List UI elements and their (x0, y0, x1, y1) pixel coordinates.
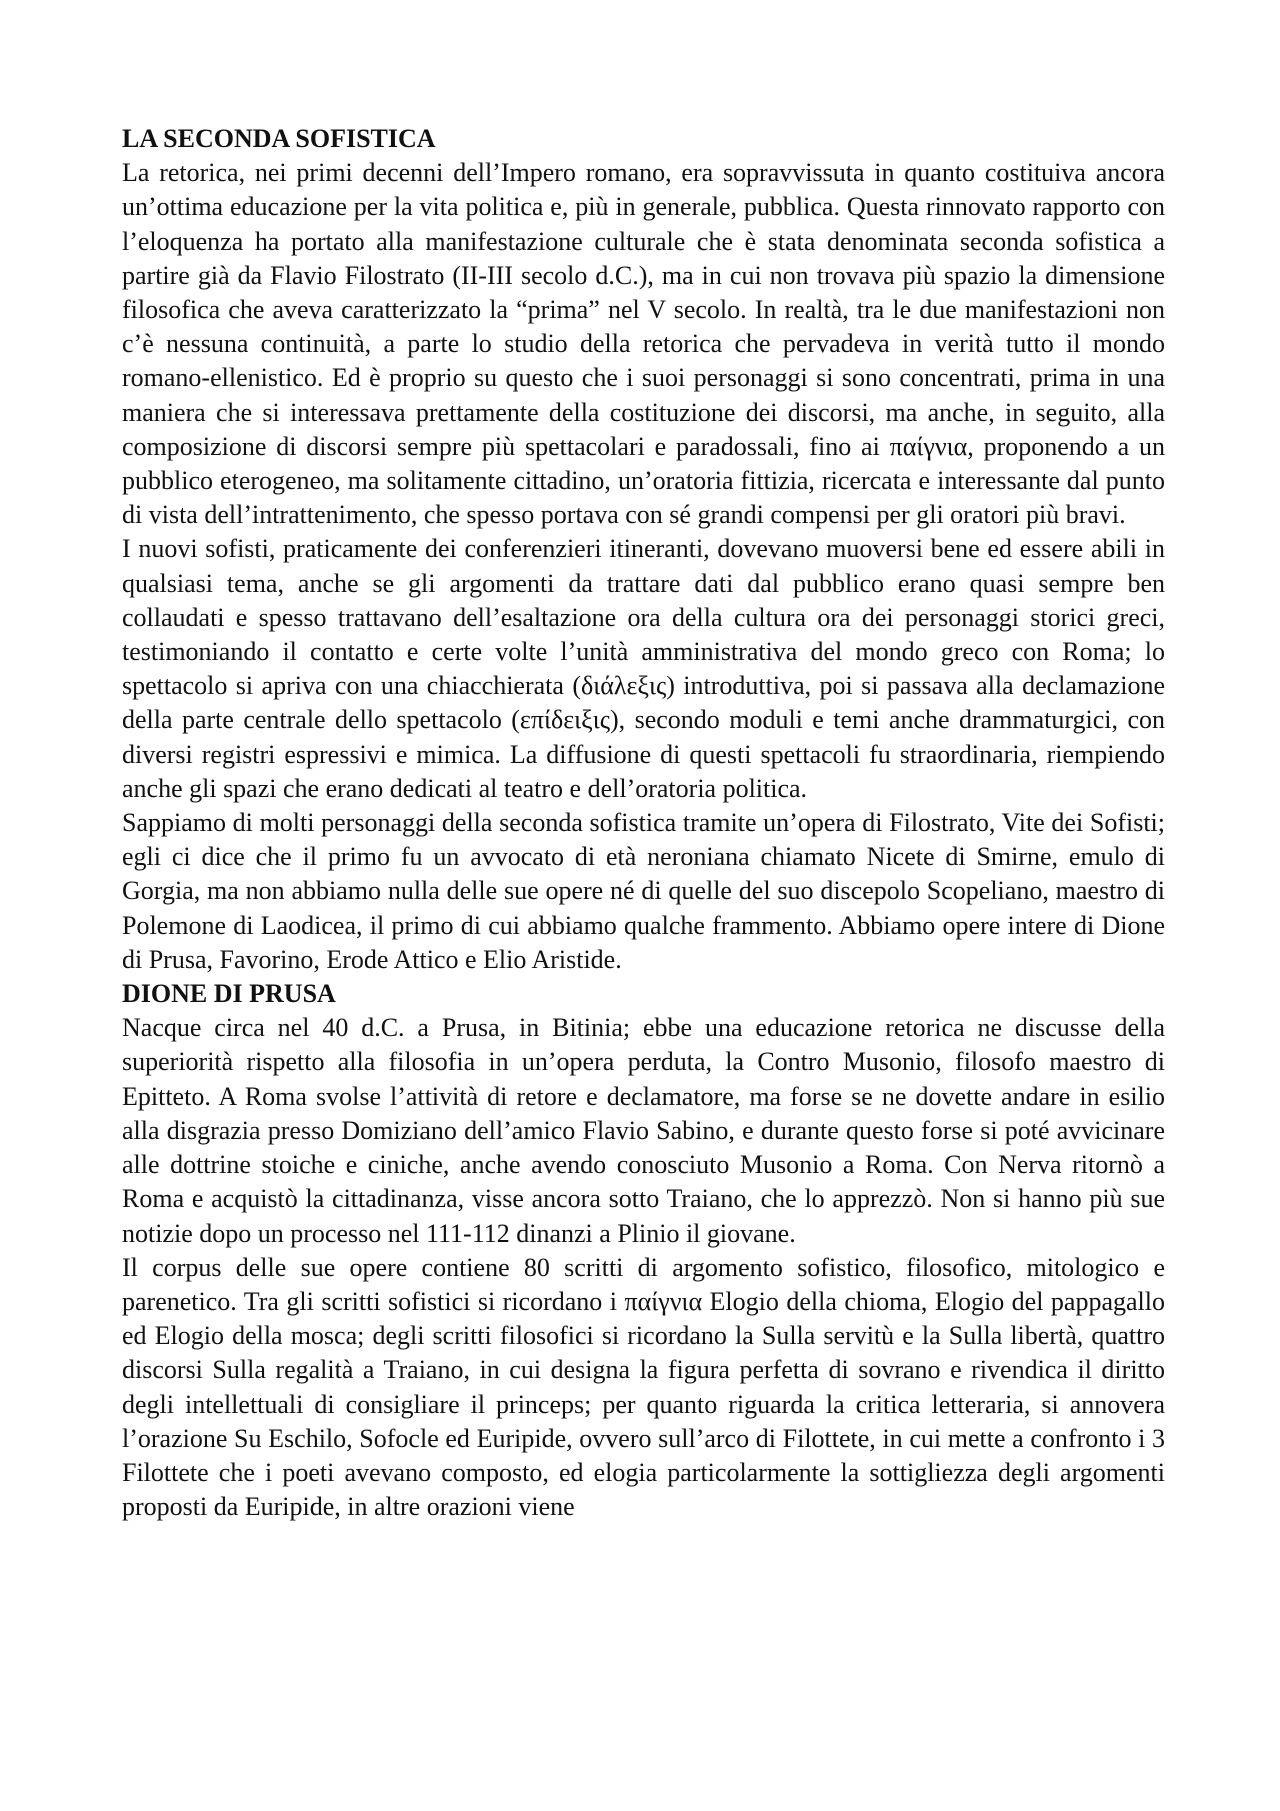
paragraph-retorica: La retorica, nei primi decenni dell’Impero romano, era sopravvissuta in quanto costituiva ancora un’ottima educazione per la vita politica e, più in generale, pubblica. Questa rinnovato rapporto con l’eloquenza ha portato alla manifestazione culturale che è stata denominata seconda sofistica a partire già da Flavio Filostrato (II-III secolo d.C.), ma in cui non trovava più spazio la dimensione filosofica che aveva caratterizzato la “prima” nel V secolo. In realtà, tra le due manifestazioni non c’è nessuna continuità, a parte lo studio della retorica che pervadeva in verità tutto il mondo romano-ellenistico. Ed è proprio su questo che i suoi personaggi si sono concentrati, prima in una maniera che si interessava prettamente della costituzione dei discorsi, ma anche, in seguito, alla composizione di discorsi sempre più spettacolari e paradossali, fino ai παίγνια, proponendo a un pubblico eterogeneo, ma solitamente cittadino, un’oratoria fittizia, ricercata e interessante dal punto di vista dell’intrattenimento, che spesso portava con sé grandi compensi per gli oratori più bravi. (122, 158, 1165, 530)
section-title-seconda-sofistica: LA SECONDA SOFISTICA (122, 124, 436, 153)
document-page (122, 122, 1165, 1524)
section-title-dione-di-prusa: DIONE DI PRUSA (122, 979, 336, 1009)
paragraph-biografia-dione: Nacque circa nel 40 d.C. a Prusa, in Bitinia; ebbe una educazione retorica ne discusse della superiorità rispetto alla filosofia in un’opera perduta, la Contro Musonio, filosofo maestro di Epitteto. A Roma svolse l’attività di retore e declamatore, ma forse se ne dovette andare in esilio alla disgrazia presso Domiziano dell’amico Flavio Sabino, e durante questo forse si poté avvicinare alle dottrine stoiche e ciniche, anche avendo conosciuto Musonio a Roma. Con Nerva ritornò a Roma e acquistò la cittadinanza, visse ancora sotto Traiano, che lo apprezzò. Non si hanno più sue notizie dopo un processo nel 111-112 dinanzi a Plinio il giovane. (122, 1013, 1165, 1248)
paragraph-nuovi-sofisti: I nuovi sofisti, praticamente dei conferenzieri itineranti, dovevano muoversi bene ed essere abili in qualsiasi tema, anche se gli argomenti da trattare dati dal pubblico erano quasi sempre ben collaudati e spesso trattavano dell’esaltazione ora della cultura ora dei personaggi storici greci, testimoniando il contatto e certe volte l’unità amministrativa del mondo greco con Roma; lo spettacolo si apriva con una chiacchierata (διάλεξις) introduttiva, poi si passava alla declamazione della parte centrale dello spettacolo (επίδειξις), secondo moduli e temi anche drammaturgici, con diversi registri espressivi e mimica. La diffusione di questi spettacoli fu straordinaria, riempiendo anche gli spazi che erano dedicati al teatro e dell’oratoria politica. (122, 534, 1165, 803)
paragraph-filostrato: Sappiamo di molti personaggi della seconda sofistica tramite un’opera di Filostrato, Vite dei Sofisti; egli ci dice che il primo fu un avvocato di età neroniana chiamato Nicete di Smirne, emulo di Gorgia, ma non abbiamo nulla delle sue opere né di quelle del suo discepolo Scopeliano, maestro di Polemone di Laodicea, il primo di cui abbiamo qualche frammento. Abbiamo opere intere di Dione di Prusa, Favorino, Erode Attico e Elio Aristide. (122, 808, 1165, 974)
paragraph-corpus-opere: Il corpus delle sue opere contiene 80 scritti di argomento sofistico, filosofico, mitologico e parenetico. Tra gli scritti sofistici si ricordano i παίγνια Elogio della chioma, Elogio del pappagallo ed Elogio della mosca; degli scritti filosofici si ricordano la Sulla servitù e la Sulla libertà, quattro discorsi Sulla regalità a Traiano, in cui designa la figura perfetta di sovrano e rivendica il diritto degli intellettuali di consigliare il princeps; per quanto riguarda la critica letteraria, si annovera l’orazione Su Eschilo, Sofocle ed Euripide, ovvero sull’arco di Filottete, in cui mette a confronto i 3 Filottete che i poeti avevano composto, ed elogia particolarmente la sottigliezza degli argomenti proposti da Euripide, in altre orazioni viene (122, 1252, 1165, 1522)
